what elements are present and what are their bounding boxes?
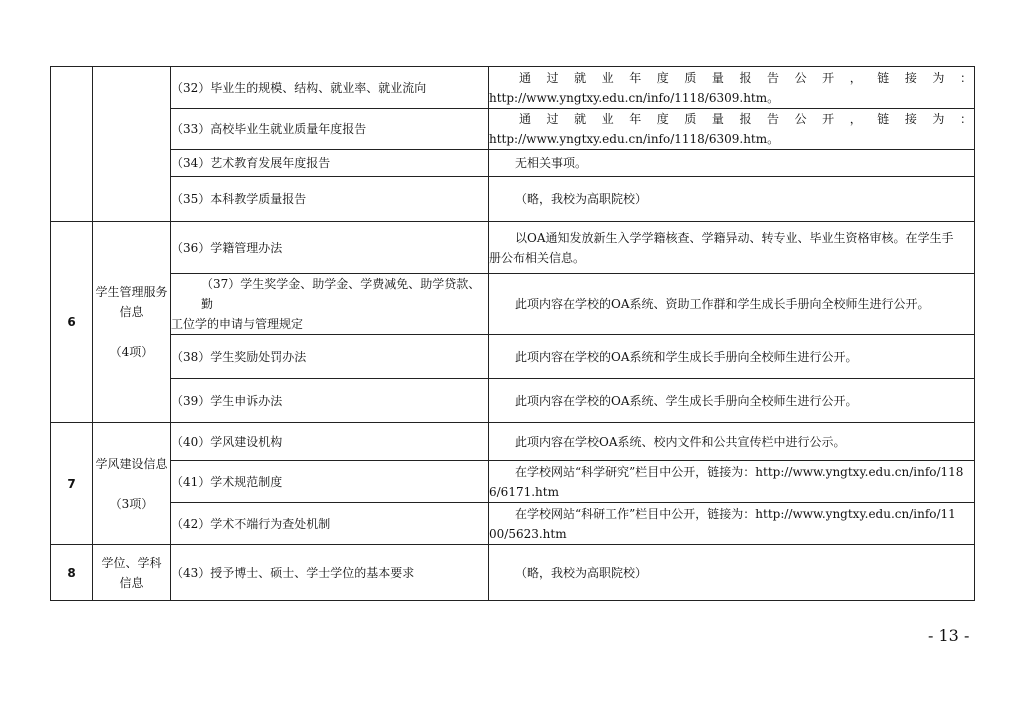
group-category-name-cont: 信息 — [119, 305, 144, 319]
description-cell — [489, 379, 975, 423]
description-text-cont: 00/5623.htm — [489, 526, 567, 541]
table-row — [51, 177, 975, 222]
table-row — [51, 109, 975, 150]
group-number: 6 — [51, 222, 93, 423]
description-cell — [489, 545, 975, 601]
group-item-count: （4项） — [109, 345, 154, 359]
description-text: 在学校网站“科学研究”栏目中公开，链接为：http://www.yngtxy.edu.cn/info/118 — [515, 464, 964, 479]
description-cell — [489, 67, 975, 109]
item-cell: （34）艺术教育发展年度报告 — [171, 150, 489, 177]
description-text: 以OA通知发放新生入学学籍核查、学籍异动、转专业、毕业生资格审核。在学生手 — [515, 230, 954, 245]
description-text: （略，我校为高职院校） — [515, 565, 648, 580]
table-row — [51, 222, 975, 274]
description-text: 无相关事项。 — [515, 156, 588, 170]
group-category-name: 学风建设信息 — [95, 456, 168, 471]
group-category-name: 学位、学科 — [101, 555, 162, 570]
group-category-cell — [93, 423, 171, 545]
table-row — [51, 379, 975, 423]
table-row — [51, 335, 975, 379]
description-cell — [489, 109, 975, 150]
item-cell: （35）本科教学质量报告 — [171, 177, 489, 222]
group-category-name: 学生管理服务 — [95, 285, 168, 299]
description-text-cont: 册公布相关信息。 — [489, 250, 586, 265]
item-cell: （36）学籍管理办法 — [171, 222, 489, 274]
description-cell — [489, 503, 975, 545]
description-cell — [489, 335, 975, 379]
table-row — [51, 461, 975, 503]
description-cell — [489, 274, 975, 335]
page-number: - 13 - — [928, 626, 970, 645]
group-category-cell — [93, 545, 171, 601]
description-cell — [489, 222, 975, 274]
item-cell — [171, 274, 489, 335]
group-number: 7 — [51, 423, 93, 545]
table-row — [51, 274, 975, 335]
item-cell: （43）授予博士、硕士、学士学位的基本要求 — [171, 545, 489, 601]
table-row — [51, 423, 975, 461]
description-text-cont: 6/6171.htm — [489, 484, 559, 499]
item-cell: （40）学风建设机构 — [171, 423, 489, 461]
item-text-cont: 工位学的申请与管理规定 — [171, 317, 304, 331]
description-cell — [489, 423, 975, 461]
item-text: （37）学生奖学金、助学金、学费减免、助学贷款、勤 — [201, 277, 481, 311]
item-cell: （32）毕业生的规模、结构、就业率、就业流向 — [171, 67, 489, 109]
description-line: 通过就业年度质量报告公开，链接为： — [519, 70, 974, 85]
table-row — [51, 67, 975, 109]
description-url: http://www.yngtxy.edu.cn/info/1118/6309.htm。 — [489, 90, 780, 105]
item-cell: （39）学生申诉办法 — [171, 379, 489, 423]
description-cell — [489, 177, 975, 222]
group-item-count: （3项） — [109, 496, 154, 511]
description-text: 此项内容在学校的OA系统、学生成长手册向全校师生进行公开。 — [515, 393, 858, 408]
group-category-cell — [93, 67, 171, 222]
item-cell: （41）学术规范制度 — [171, 461, 489, 503]
description-text: （略，我校为高职院校） — [515, 192, 648, 206]
description-cell — [489, 461, 975, 503]
table-row — [51, 503, 975, 545]
table-row — [51, 150, 975, 177]
description-text: 在学校网站“科研工作”栏目中公开，链接为：http://www.yngtxy.edu.cn/info/11 — [515, 506, 956, 521]
description-text: 此项内容在学校的OA系统、资助工作群和学生成长手册向全校师生进行公开。 — [515, 297, 930, 311]
item-cell: （38）学生奖励处罚办法 — [171, 335, 489, 379]
group-category-cell — [93, 222, 171, 423]
group-category-name-cont: 信息 — [119, 575, 144, 590]
description-url: http://www.yngtxy.edu.cn/info/1118/6309.htm。 — [489, 132, 780, 146]
description-text: 此项内容在学校OA系统、校内文件和公共宣传栏中进行公示。 — [515, 434, 846, 449]
description-line: 通过就业年度质量报告公开，链接为： — [519, 112, 974, 126]
group-number: 8 — [51, 545, 93, 601]
group-number-cell — [51, 67, 93, 222]
disclosure-table — [50, 66, 975, 601]
table-row — [51, 545, 975, 601]
description-cell — [489, 150, 975, 177]
description-text: 此项内容在学校的OA系统和学生成长手册向全校师生进行公开。 — [515, 349, 858, 364]
item-cell: （42）学术不端行为查处机制 — [171, 503, 489, 545]
item-cell: （33）高校毕业生就业质量年度报告 — [171, 109, 489, 150]
